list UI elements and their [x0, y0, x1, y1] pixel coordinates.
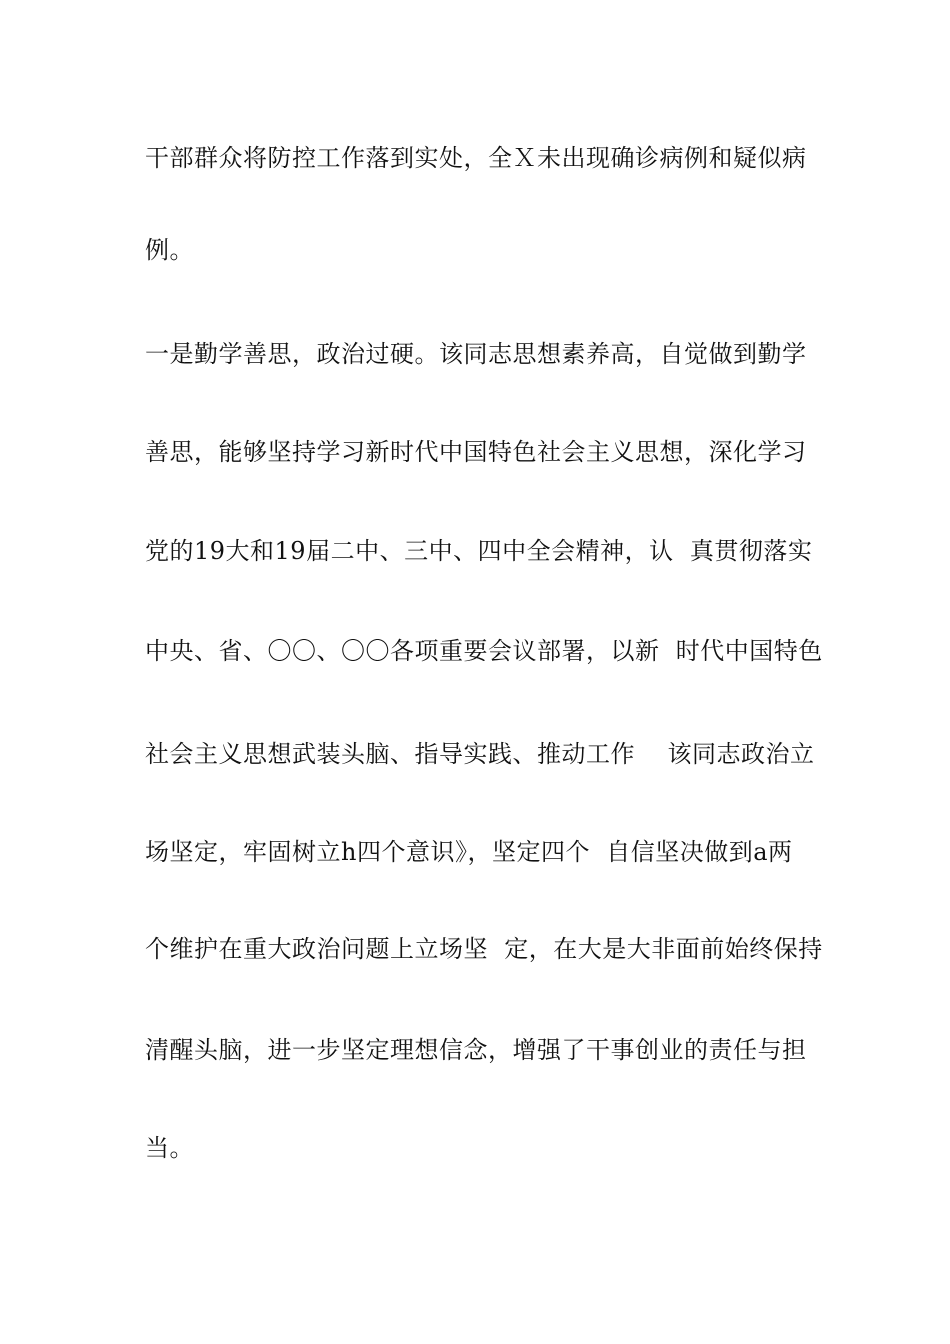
paragraph-line: 例。 [145, 236, 194, 264]
paragraph-line: 场坚定，牢固树立h四个意识》，坚定四个 自信坚决做到a两 [145, 838, 793, 866]
paragraph-line: 干部群众将防控工作落到实处，全Ｘ未出现确诊病例和疑似病 [145, 144, 807, 172]
paragraph-line: 当。 [145, 1134, 194, 1162]
paragraph-line: 清醒头脑，进一步坚定理想信念，增强了干事创业的责任与担 [145, 1036, 807, 1064]
paragraph-line: 个维护在重大政治问题上立场坚 定，在大是大非面前始终保持 [145, 935, 823, 963]
paragraph-line: 中央、省、〇〇、〇〇各项重要会议部署，以新 时代中国特色 [145, 637, 823, 665]
paragraph-line: 党的19大和19届二中、三中、四中全会精神，认 真贯彻落实 [145, 537, 813, 565]
paragraph-line: 一是勤学善思，政治过硬。该同志思想素养高，自觉做到勤学 [145, 340, 807, 368]
paragraph-line: 善思，能够坚持学习新时代中国特色社会主义思想，深化学习 [145, 438, 807, 466]
paragraph-line: 社会主义思想武装头脑、指导实践、推动工作 该同志政治立 [145, 740, 815, 768]
